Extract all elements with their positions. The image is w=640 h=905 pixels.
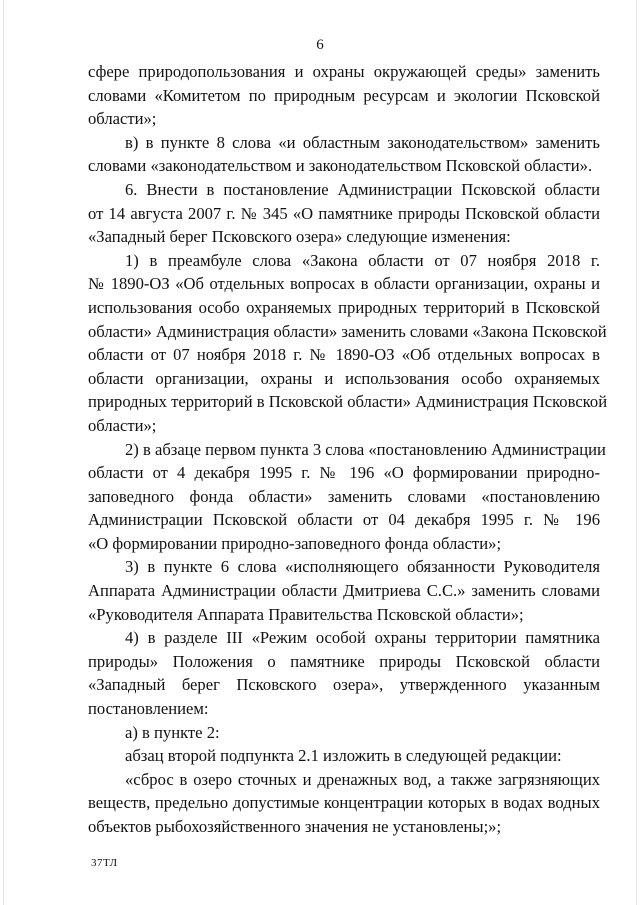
paragraph-line: веществ, предельно допустимые концентрации которых в водах водных: [88, 793, 600, 813]
paragraph-line: заповедного фонда области» заменить словами «постановлению: [88, 486, 600, 506]
paragraph-line: постановлением:: [88, 699, 209, 719]
paragraph-line: № 1890-ОЗ «Об отдельных вопросах в области организации, охраны и: [88, 274, 600, 294]
paragraph: [88, 131, 600, 178]
scan-edge-left: [3, 0, 4, 905]
paragraph-line: словами «законодательством и законодательством Псковской области».: [88, 156, 593, 176]
paragraph: [88, 626, 600, 720]
paragraph-line: от 14 августа 2007 г. № 345 «О памятнике природы Псковской области: [88, 203, 600, 223]
paragraph-line: Аппарата Администрации области Дмитриева С.С.» заменить словами: [88, 581, 600, 601]
paragraph: [88, 555, 600, 626]
paragraph-line: абзац второй подпункта 2.1 изложить в следующей редакции:: [125, 746, 562, 766]
paragraph-line: «Руководителя Аппарата Правительства Псковской области»;: [88, 604, 524, 624]
paragraph-line: «О формировании природно-заповедного фонда области»;: [88, 533, 502, 553]
paragraph-line: «Западный берег Псковского озера», утвержденного указанным: [88, 675, 600, 695]
paragraph-line: словами «Комитетом по природным ресурсам и экологии Псковской: [88, 85, 600, 105]
paragraph: [88, 768, 600, 839]
paragraph: [88, 60, 600, 131]
paragraph-line: области» Администрация области» заменить словами «Закона Псковской: [88, 321, 607, 341]
paragraph: [88, 721, 600, 745]
paragraph-line: области»;: [88, 415, 157, 435]
paragraph-line: 4) в разделе III «Режим особой охраны территории памятника: [125, 628, 600, 648]
paragraph-line: Администрации Псковской области от 04 декабря 1995 г. № 196: [88, 510, 600, 530]
paragraph-line: а) в пункте 2:: [125, 722, 220, 742]
page-number: 6: [316, 37, 324, 53]
paragraph-line: области от 4 декабря 1995 г. № 196 «О формировании природно-: [88, 463, 600, 483]
paragraph-line: сфере природопользования и охраны окружающей среды» заменить: [88, 62, 600, 81]
paragraph-line: «сброс в озеро сточных и дренажных вод, а также загрязняющих: [125, 769, 600, 789]
paragraph-line: природы» Положения о памятнике природы Псковской области: [88, 651, 600, 671]
paragraph: [88, 178, 600, 249]
paragraph-line: 2) в абзаце первом пункта 3 слова «постановлению Администрации: [125, 439, 606, 459]
paragraph-line: в) в пункте 8 слова «и областным законодательством» заменить: [125, 132, 600, 152]
paragraph-line: 1) в преамбуле слова «Закона области от 07 ноября 2018 г.: [125, 250, 600, 270]
paragraph-line: природных территорий в Псковской области» Администрация Псковской: [88, 392, 608, 412]
paragraph-line: 6. Внести в постановление Администрации Псковской области: [125, 179, 600, 199]
paragraph-line: области от 07 ноября 2018 г. № 1890-ОЗ «Об отдельных вопросах в: [88, 345, 600, 365]
paragraph-line: «Западный берег Псковского озера» следующие изменения:: [88, 227, 511, 247]
document-body: [88, 60, 608, 839]
paragraph-line: 3) в пункте 6 слова «исполняющего обязанности Руководителя: [125, 557, 600, 577]
footer-code: 37ТЛ: [91, 857, 118, 869]
paragraph-line: области организации, охраны и использования особо охраняемых: [88, 368, 600, 388]
paragraph-line: области»;: [88, 109, 157, 129]
paragraph: [88, 438, 606, 556]
paragraph: [88, 249, 608, 438]
paragraph: [88, 744, 600, 768]
paragraph-line: объектов рыбохозяйственного значения не установлены;»;: [88, 817, 502, 836]
paragraph-line: использования особо охраняемых природных территорий в Псковской: [88, 297, 600, 317]
scan-edge-right: [636, 0, 637, 905]
